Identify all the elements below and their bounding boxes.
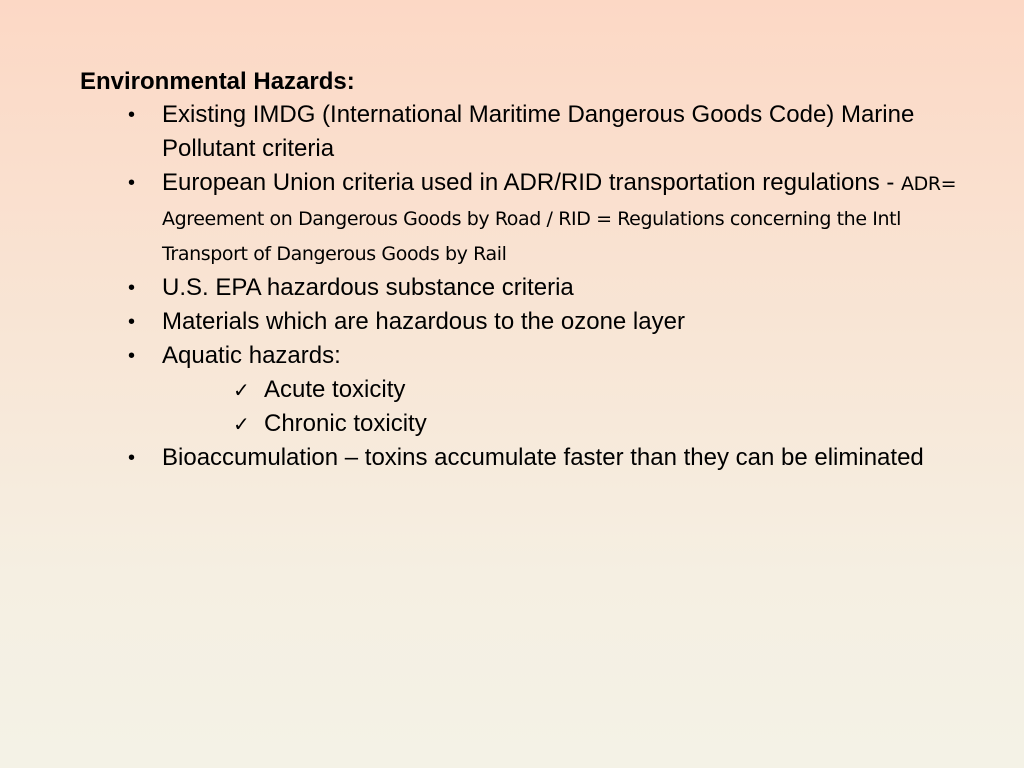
bullet-dot-icon: • xyxy=(128,172,136,194)
sub-item-acute xyxy=(80,373,960,407)
bullet-aside-text: ADR= Agreement on Dangerous Goods by Road / RID = Regulations concerning the Intl Transport of Dangerous Goods by Rail xyxy=(162,173,957,265)
bullet-item-eu-criteria xyxy=(80,166,960,271)
bullet-text: Aquatic hazards: xyxy=(162,342,341,369)
bullet-item-bioaccumulation xyxy=(80,441,960,475)
bullet-dot-icon: • xyxy=(128,104,136,126)
bullet-item-aquatic xyxy=(80,339,960,441)
bullet-list xyxy=(80,98,960,475)
bullet-dot-icon: • xyxy=(128,345,136,367)
check-icon: ✓ xyxy=(233,412,250,436)
bullet-dot-icon: • xyxy=(128,311,136,333)
bullet-dot-icon: • xyxy=(128,447,136,469)
sub-item-text: Acute toxicity xyxy=(264,376,406,403)
sub-item-text: Chronic toxicity xyxy=(264,410,427,437)
bullet-text: U.S. EPA hazardous substance criteria xyxy=(162,274,574,301)
bullet-dot-icon: • xyxy=(128,277,136,299)
bullet-text: Bioaccumulation – toxins accumulate faster than they can be eliminated xyxy=(162,444,924,471)
slide-heading: Environmental Hazards: xyxy=(80,68,355,95)
bullet-text: European Union criteria used in ADR/RID transportation regulations - xyxy=(162,169,902,196)
bullet-item-imdg xyxy=(80,98,960,166)
sub-item-chronic xyxy=(80,407,960,441)
slide-content xyxy=(80,66,960,475)
check-icon: ✓ xyxy=(233,378,250,402)
bullet-item-ozone xyxy=(80,305,960,339)
bullet-text: Materials which are hazardous to the ozone layer xyxy=(162,308,685,335)
sub-bullet-list xyxy=(162,373,960,441)
bullet-item-epa xyxy=(80,271,960,305)
bullet-text: Existing IMDG (International Maritime Dangerous Goods Code) Marine Pollutant criteria xyxy=(162,101,915,162)
